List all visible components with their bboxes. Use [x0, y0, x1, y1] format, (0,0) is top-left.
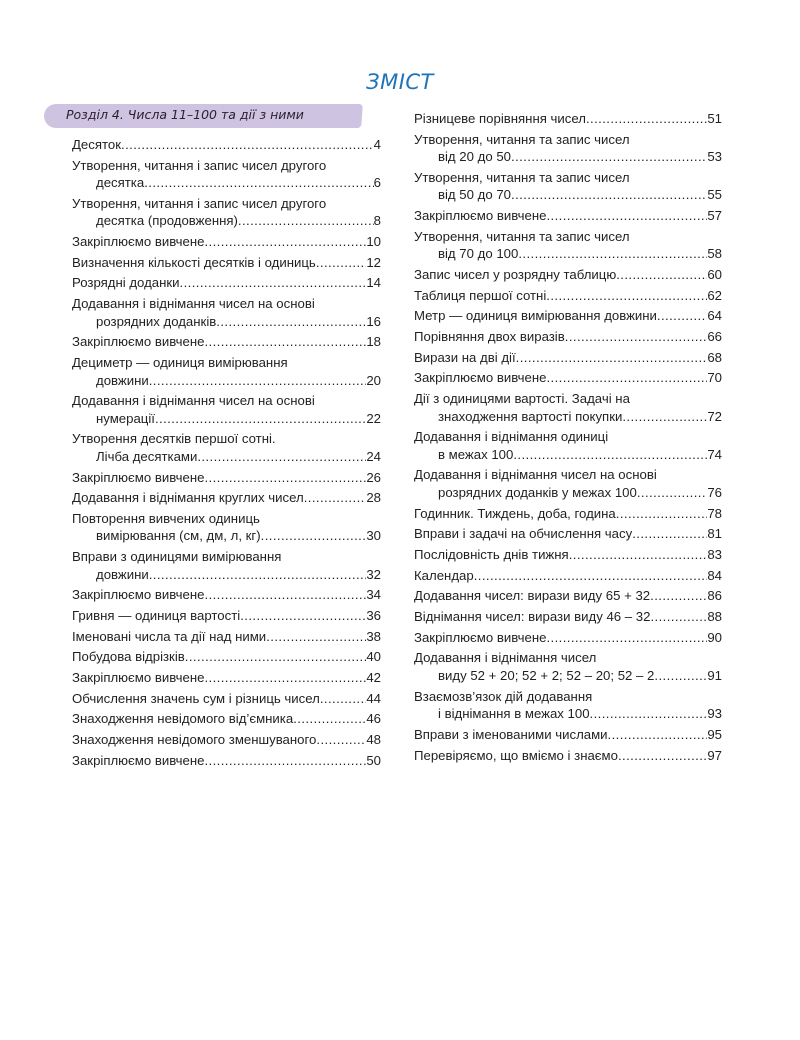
toc-dot-leader	[204, 752, 366, 770]
toc-dot-leader	[204, 233, 366, 251]
toc-entry[interactable]	[72, 669, 381, 687]
toc-dot-leader	[185, 648, 367, 666]
toc-dot-leader	[654, 667, 707, 685]
toc-entry-title: Знаходження невідомого зменшуваного	[72, 732, 317, 748]
toc-entry-title: довжини	[96, 372, 149, 388]
toc-entry-title: Різницеве порівняння чисел	[414, 111, 586, 126]
toc-entry[interactable]	[414, 688, 722, 723]
toc-page-number: 57	[707, 208, 722, 224]
toc-entry-title: десятка	[96, 175, 145, 191]
toc-entry[interactable]	[72, 430, 381, 465]
toc-page-number: 44	[366, 690, 381, 706]
toc-entry-title: Закріплюємо вивчене	[72, 587, 205, 603]
toc-dot-leader	[616, 505, 708, 523]
toc-page-number: 64	[707, 308, 722, 324]
toc-dot-leader	[320, 690, 366, 708]
toc-page-number: 91	[707, 667, 722, 683]
toc-entry-title: Послідовність днів тижня	[414, 547, 569, 562]
toc-page-number: 34	[366, 587, 381, 603]
toc-entry[interactable]	[72, 392, 381, 427]
toc-entry-title: Утворення, читання і запис чисел другого	[72, 157, 327, 173]
toc-dot-leader	[569, 546, 708, 564]
toc-entry[interactable]	[414, 266, 722, 284]
toc-entry[interactable]	[72, 628, 381, 646]
toc-entry[interactable]	[414, 608, 722, 626]
toc-entry-title: виду 52 + 20; 52 + 2; 52 – 20; 52 – 2	[438, 667, 655, 683]
toc-page-number: 93	[707, 706, 722, 722]
toc-entry[interactable]	[72, 469, 381, 487]
toc-entry-title: від 70 до 100	[438, 246, 519, 262]
toc-entry-title: Утворення десятків першої сотні.	[72, 431, 276, 447]
toc-entry-title: Закріплюємо вивчене	[72, 469, 205, 485]
toc-dot-leader	[304, 489, 367, 507]
toc-right-column	[414, 110, 722, 767]
toc-entry-title: Лічба десятками	[96, 448, 198, 464]
toc-page-number: 55	[707, 187, 722, 203]
toc-entry[interactable]	[72, 607, 381, 625]
toc-page-number: 88	[707, 609, 722, 625]
toc-dot-leader	[316, 731, 366, 749]
toc-entry[interactable]	[414, 228, 722, 263]
toc-entry-title: Додавання чисел: вирази виду 65 + 32	[414, 588, 651, 604]
toc-entry-title: знаходження вартості покупки	[438, 408, 623, 424]
toc-page-number: 86	[707, 588, 722, 604]
toc-page-number: 50	[366, 752, 381, 768]
toc-entry-title: Таблиця першої сотні	[414, 287, 547, 303]
toc-entry[interactable]	[414, 525, 722, 543]
toc-dot-leader	[618, 747, 707, 765]
toc-left-column	[72, 136, 381, 773]
toc-page-number: 30	[366, 528, 381, 544]
toc-page-number: 53	[707, 149, 722, 165]
toc-entry[interactable]	[414, 131, 722, 166]
toc-entry-title: Вправи з іменованими числами	[414, 726, 608, 742]
toc-entry-title: Закріплюємо вивчене	[72, 670, 205, 686]
toc-entry[interactable]	[414, 169, 722, 204]
toc-entry-title: довжини	[96, 566, 149, 582]
toc-dot-leader	[204, 669, 366, 687]
toc-page-number: 78	[707, 505, 722, 521]
toc-entry[interactable]	[72, 510, 381, 545]
toc-page-number: 42	[366, 670, 381, 686]
toc-entry[interactable]	[72, 254, 381, 272]
toc-entry[interactable]	[72, 548, 381, 583]
toc-dot-leader	[121, 136, 374, 154]
toc-dot-leader	[144, 174, 373, 192]
toc-dot-leader	[637, 484, 707, 502]
toc-page-number: 51	[707, 111, 722, 126]
toc-dot-leader	[546, 287, 707, 305]
toc-entry[interactable]	[414, 747, 722, 765]
toc-entry[interactable]	[414, 369, 722, 387]
toc-entry[interactable]	[72, 195, 381, 230]
toc-entry-title: Додавання і віднімання чисел на основі	[72, 296, 315, 312]
toc-entry[interactable]	[414, 587, 722, 605]
toc-entry-title: Повторення вивчених одиниць	[72, 510, 260, 526]
toc-page-number: 36	[366, 608, 381, 623]
toc-page-number: 26	[366, 469, 381, 485]
toc-entry-title: Додавання і віднімання одиниці	[414, 429, 609, 445]
toc-dot-leader	[565, 328, 708, 346]
toc-page-number: 8	[373, 213, 381, 229]
toc-dot-leader	[197, 448, 366, 466]
toc-entry[interactable]	[414, 287, 722, 305]
toc-page-number: 97	[707, 747, 722, 763]
toc-entry[interactable]	[72, 489, 381, 507]
toc-dot-leader	[650, 608, 707, 626]
toc-page-number: 16	[366, 313, 381, 329]
toc-entry[interactable]	[414, 349, 722, 367]
toc-entry-title: Закріплюємо вивчене	[414, 629, 547, 645]
toc-entry[interactable]	[72, 710, 381, 728]
toc-entry-title: розрядних доданків у межах 100	[438, 484, 637, 500]
toc-dot-leader	[261, 527, 367, 545]
toc-entry-title: Гривня — одиниця вартості	[72, 608, 241, 623]
toc-page-number: 72	[707, 408, 722, 424]
toc-entry-title: Утворення, читання і запис чисел другого	[72, 195, 327, 211]
toc-page-number: 20	[366, 372, 381, 388]
toc-page-number: 68	[707, 349, 722, 365]
toc-dot-leader	[149, 372, 367, 390]
toc-entry[interactable]	[414, 207, 722, 225]
toc-entry-title: Розрядні доданки	[72, 275, 180, 291]
toc-entry[interactable]	[414, 390, 722, 425]
toc-entry-title: Вирази на дві дії	[414, 349, 516, 365]
toc-entry-title: Вправи і задачі на обчислення часу	[414, 526, 633, 542]
toc-entry[interactable]	[72, 274, 381, 292]
toc-page-number: 18	[366, 334, 381, 350]
toc-entry[interactable]	[72, 752, 381, 770]
toc-entry-title: вимірювання (см, дм, л, кг)	[96, 528, 261, 544]
toc-entry-title: Утворення, читання та запис чисел	[414, 131, 630, 147]
toc-page-number: 76	[707, 484, 722, 500]
toc-entry[interactable]	[414, 567, 722, 585]
toc-page-number: 6	[373, 175, 381, 191]
toc-entry[interactable]	[414, 328, 722, 346]
toc-dot-leader	[204, 469, 366, 487]
toc-dot-leader	[266, 628, 366, 646]
page-title: ЗМІСТ	[366, 70, 434, 94]
toc-page-number: 14	[366, 275, 381, 291]
toc-page-number: 84	[707, 567, 722, 583]
toc-entry-title: Знаходження невідомого від’ємника	[72, 711, 294, 727]
toc-page-number: 12	[366, 254, 381, 270]
toc-entry-title: в межах 100	[438, 446, 514, 462]
toc-dot-leader	[155, 410, 366, 428]
toc-entry-title: Взаємозв’язок дій додавання	[414, 688, 593, 704]
toc-dot-leader	[204, 586, 366, 604]
toc-entry[interactable]	[414, 307, 722, 325]
toc-dot-leader	[590, 705, 708, 723]
toc-dot-leader	[650, 587, 707, 605]
toc-dot-leader	[516, 349, 708, 367]
toc-entry-title: Порівняння двох виразів	[414, 329, 565, 344]
toc-entry-title: Закріплюємо вивчене	[414, 208, 547, 224]
toc-entry-title: від 20 до 50	[438, 149, 511, 165]
toc-entry-title: Обчислення значень сум і різниць чисел	[72, 690, 320, 706]
toc-page-number: 32	[366, 566, 381, 582]
toc-entry[interactable]	[72, 731, 381, 749]
toc-entry[interactable]	[72, 690, 381, 708]
toc-entry-title: Віднімання чисел: вирази виду 46 – 32	[414, 609, 651, 625]
toc-dot-leader	[204, 333, 366, 351]
toc-entry-title: Дії з одиницями вартості. Задачі на	[414, 391, 630, 407]
toc-dot-leader	[518, 245, 707, 263]
toc-page-number: 10	[366, 234, 381, 250]
toc-entry[interactable]	[414, 546, 722, 564]
toc-entry-title: Визначення кількості десятків і одиниць	[72, 254, 316, 270]
toc-dot-leader	[632, 525, 707, 543]
toc-entry-title: Десяток	[72, 137, 121, 152]
toc-entry-title: Запис чисел у розрядну таблицю	[414, 266, 617, 282]
toc-entry[interactable]	[72, 333, 381, 351]
toc-entry[interactable]	[72, 354, 381, 389]
toc-page-number: 46	[366, 711, 381, 727]
toc-entry-title: Іменовані числа та дії над ними	[72, 628, 267, 644]
toc-dot-leader	[180, 274, 367, 292]
toc-entry[interactable]	[72, 586, 381, 604]
toc-entry-title: розрядних доданків	[96, 313, 217, 329]
toc-entry-title: Додавання і віднімання чисел на основі	[72, 393, 315, 409]
toc-entry[interactable]	[414, 466, 722, 501]
toc-entry-title: десятка (продовження)	[96, 213, 238, 229]
toc-page-number: 60	[707, 266, 722, 282]
toc-page-number: 22	[366, 410, 381, 426]
toc-dot-leader	[474, 567, 708, 585]
toc-dot-leader	[240, 607, 366, 625]
toc-entry[interactable]	[414, 649, 722, 684]
toc-entry-title: Дециметр — одиниця вимірювання	[72, 355, 288, 370]
toc-entry[interactable]	[72, 233, 381, 251]
toc-page-number: 62	[707, 287, 722, 303]
toc-entry[interactable]	[414, 110, 722, 128]
toc-page-number: 83	[707, 547, 722, 562]
toc-entry-title: Утворення, читання та запис чисел	[414, 169, 630, 185]
toc-entry[interactable]	[72, 648, 381, 666]
toc-entry-title: Закріплюємо вивчене	[414, 370, 547, 386]
toc-entry[interactable]	[72, 136, 381, 154]
toc-entry-title: Календар	[414, 567, 474, 583]
toc-page-number: 4	[373, 137, 381, 152]
toc-entry-title: Побудова відрізків	[72, 649, 185, 665]
toc-dot-leader	[546, 629, 707, 647]
toc-entry-title: Перевіряємо, що вміємо і знаємо	[414, 747, 618, 763]
toc-page-number: 81	[707, 526, 722, 542]
toc-entry[interactable]	[414, 629, 722, 647]
toc-page-number: 24	[366, 448, 381, 464]
toc-entry-title: і віднімання в межах 100	[438, 706, 590, 722]
toc-page-number: 70	[707, 370, 722, 386]
toc-dot-leader	[511, 186, 707, 204]
toc-dot-leader	[622, 408, 707, 426]
toc-entry-title: нумерації	[96, 410, 155, 426]
toc-dot-leader	[238, 212, 374, 230]
toc-entry-title: Закріплюємо вивчене	[72, 334, 205, 350]
toc-page-number: 74	[707, 446, 722, 462]
toc-page-number: 40	[366, 649, 381, 665]
toc-dot-leader	[511, 148, 707, 166]
toc-entry-title: від 50 до 70	[438, 187, 511, 203]
toc-entry-title: Утворення, читання та запис чисел	[414, 228, 630, 244]
toc-dot-leader	[149, 566, 367, 584]
toc-dot-leader	[616, 266, 707, 284]
section-heading: Розділ 4. Числа 11–100 та дії з ними	[66, 107, 304, 122]
toc-page-number: 95	[707, 726, 722, 742]
toc-dot-leader	[513, 446, 707, 464]
toc-entry-title: Годинник. Тиждень, доба, година	[414, 505, 616, 521]
toc-page-number: 58	[707, 246, 722, 262]
toc-entry[interactable]	[72, 295, 381, 330]
toc-entry-title: Додавання і віднімання чисел	[414, 650, 597, 666]
toc-entry[interactable]	[414, 726, 722, 744]
toc-page-number: 38	[366, 628, 381, 644]
toc-page-number: 90	[707, 629, 722, 645]
toc-dot-leader	[316, 254, 367, 272]
toc-entry[interactable]	[72, 157, 381, 192]
toc-dot-leader	[657, 307, 707, 325]
toc-entry-title: Закріплюємо вивчене	[72, 752, 205, 768]
toc-entry-title: Закріплюємо вивчене	[72, 234, 205, 250]
toc-entry[interactable]	[414, 428, 722, 463]
toc-page-number: 66	[707, 329, 722, 344]
toc-dot-leader	[293, 710, 366, 728]
toc-dot-leader	[586, 110, 707, 128]
toc-entry-title: Вправи з одиницями вимірювання	[72, 549, 282, 565]
toc-entry-title: Додавання і віднімання круглих чисел	[72, 490, 304, 506]
toc-entry[interactable]	[414, 505, 722, 523]
toc-page-number: 28	[366, 490, 381, 506]
toc-dot-leader	[546, 369, 707, 387]
toc-entry-title: Додавання і віднімання чисел на основі	[414, 467, 657, 483]
toc-dot-leader	[216, 313, 366, 331]
toc-page-number: 48	[366, 732, 381, 748]
toc-dot-leader	[546, 207, 707, 225]
toc-dot-leader	[608, 726, 708, 744]
toc-entry-title: Метр — одиниця вимірювання довжини	[414, 308, 657, 324]
